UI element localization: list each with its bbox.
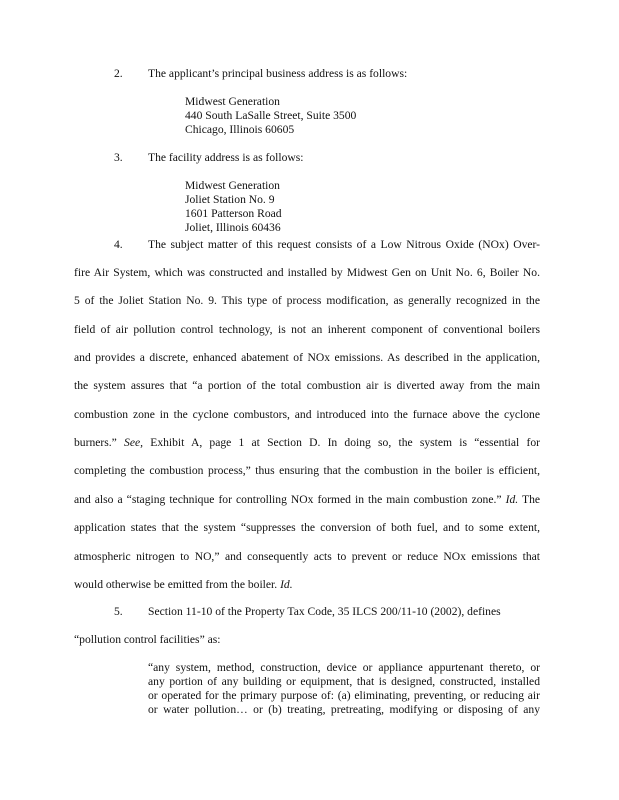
paragraph-line: application states that the system “suppresses the conversion of both fuel, and to some extent, (74, 521, 540, 535)
paragraph-line: and also a “staging technique for controlling NOx formed in the main combustion zone.” Id. The (74, 492, 541, 506)
item-text: The applicant’s principal business address is as follows: (148, 67, 408, 80)
paragraph-line: The subject matter of this request consists of a Low Nitrous Oxide (NOx) Over- (148, 238, 540, 251)
paragraph-line: field of air pollution control technology, is not an inherent component of conventional boilers (74, 322, 540, 336)
address-line: Chicago, Illinois 60605 (185, 123, 295, 136)
item-number: 3. (114, 151, 123, 164)
item-number: 4. (114, 238, 123, 251)
paragraph-line: completing the combustion process,” thus ensuring that the combustion in the boiler is efficient, (74, 464, 540, 478)
quote-line: or water pollution… or (b) treating, pretreating, modifying or disposing of any (148, 703, 540, 716)
paragraph-line: fire Air System, which was constructed and installed by Midwest Gen on Unit No. 6, Boiler No. (74, 266, 540, 279)
quote-line: “any system, method, construction, device or appliance appurtenant thereto, or (148, 661, 540, 674)
item-number: 5. (114, 605, 123, 618)
paragraph-line: and provides a discrete, enhanced abatement of NOx emissions. As described in the application, (74, 351, 540, 365)
item-text: The facility address is as follows: (148, 151, 304, 164)
address-line: Joliet, Illinois 60436 (185, 221, 281, 234)
quote-line: any portion of any building or equipment, that is designed, constructed, installed (148, 675, 540, 688)
quote-line: or operated for the primary purpose of: (a) eliminating, preventing, or reducing air (148, 689, 540, 702)
paragraph-line: would otherwise be emitted from the boiler. Id. (74, 577, 293, 591)
item-number: 2. (114, 67, 123, 80)
address-line: Midwest Generation (185, 95, 280, 108)
paragraph-line: 5 of the Joliet Station No. 9. This type of process modification, as generally recognized in the (74, 294, 540, 308)
address-line: 440 South LaSalle Street, Suite 3500 (185, 109, 357, 122)
address-line: Midwest Generation (185, 179, 280, 192)
paragraph-line: the system assures that “a portion of the total combustion air is diverted away from the main (74, 379, 540, 393)
paragraph-line: Section 11-10 of the Property Tax Code, 35 ILCS 200/11-10 (2002), defines (148, 605, 501, 618)
address-line: 1601 Patterson Road (185, 207, 282, 220)
paragraph-line: “pollution control facilities” as: (74, 633, 221, 646)
paragraph-line: combustion zone in the cyclone combustors, and introduced into the furnace above the cyclone (74, 407, 540, 421)
paragraph-line: burners.” See, Exhibit A, page 1 at Section D. In doing so, the system is “essential for (74, 436, 540, 450)
address-line: Joliet Station No. 9 (185, 193, 275, 206)
paragraph-line: atmospheric nitrogen to NO,” and consequently acts to prevent or reduce NOx emissions that (74, 549, 540, 563)
